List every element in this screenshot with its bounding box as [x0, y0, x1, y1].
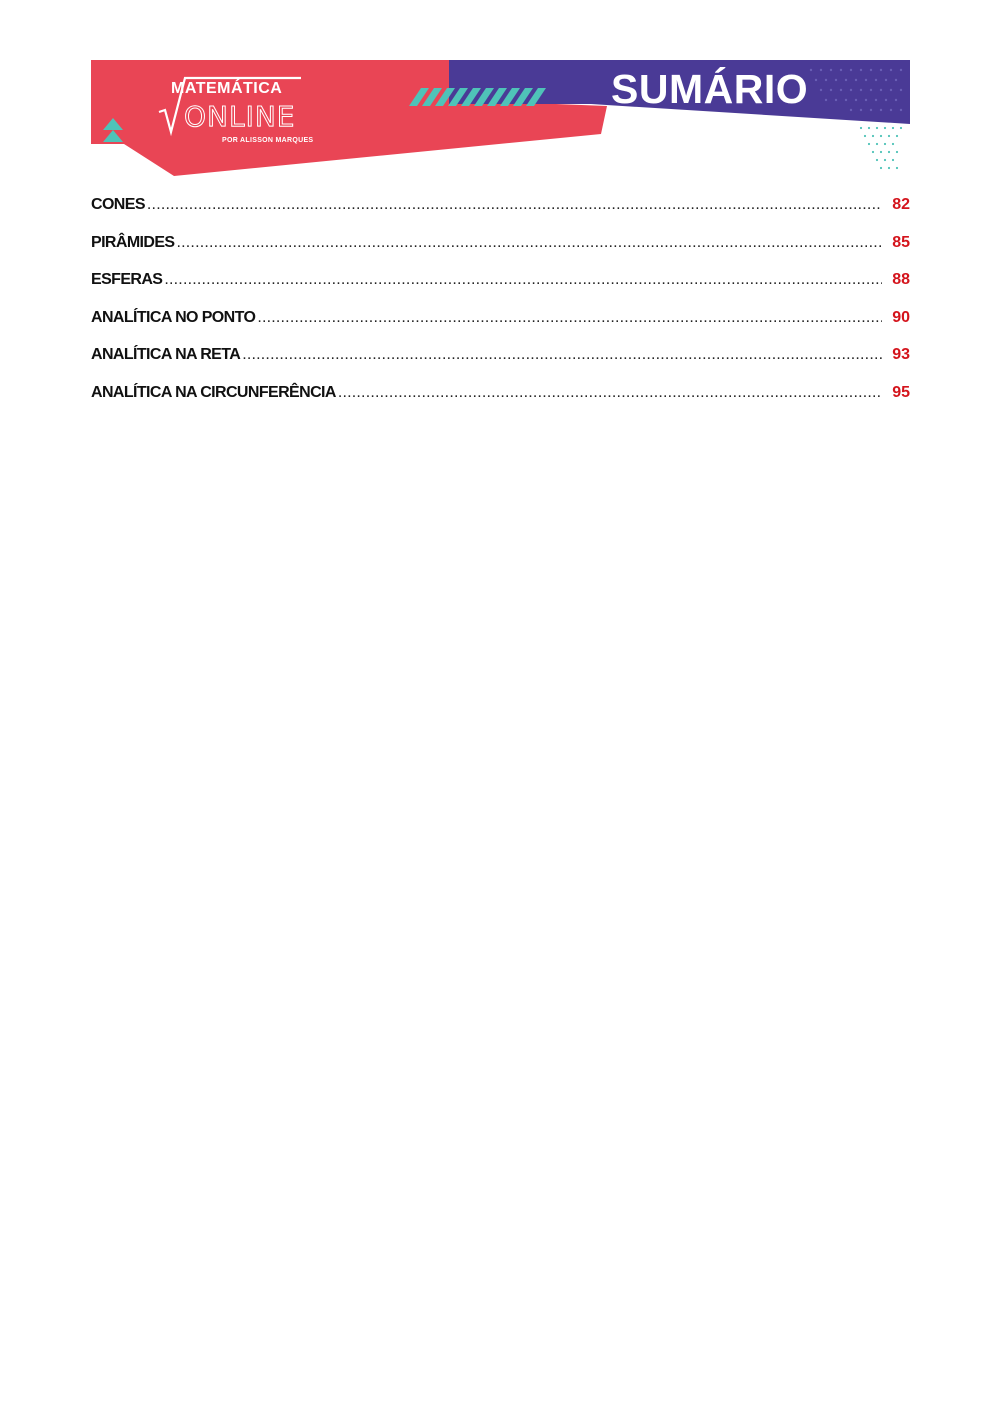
toc-entry-page: 93: [892, 346, 910, 364]
toc-entry[interactable]: [91, 384, 910, 422]
toc-entry-title: ANALÍTICA NA CIRCUNFERÊNCIA: [91, 383, 336, 401]
toc-entry[interactable]: [91, 271, 910, 309]
table-of-contents: [91, 196, 910, 422]
toc-leader-dots: [242, 346, 882, 364]
page-title: SUMÁRIO: [611, 66, 809, 112]
brand-top-text: MATEMÁTICA: [171, 80, 283, 97]
toc-entry-page: 95: [892, 383, 910, 401]
toc-leader-dots: [257, 309, 882, 327]
toc-entry-page: 90: [892, 308, 910, 326]
brand-sub-text: POR ALISSON MARQUES: [222, 137, 314, 144]
toc-entry-page: 85: [892, 233, 910, 251]
toc-leader-dots: [147, 196, 882, 214]
toc-entry[interactable]: [91, 346, 910, 384]
toc-entry-page: 88: [892, 271, 910, 289]
toc-entry-page: 82: [892, 196, 910, 213]
toc-entry-title: ANALÍTICA NO PONTO: [91, 308, 256, 326]
toc-entry-title: ESFERAS: [91, 271, 163, 289]
brand-main-text: ONLINE: [184, 100, 296, 133]
toc-entry[interactable]: [91, 196, 910, 234]
toc-leader-dots: [177, 234, 883, 252]
toc-leader-dots: [164, 271, 882, 289]
header-banner: [91, 60, 910, 180]
toc-entry-title: ANALÍTICA NA RETA: [91, 346, 241, 364]
toc-entry-title: CONES: [91, 196, 145, 213]
toc-entry[interactable]: [91, 309, 910, 347]
toc-entry-title: PIRÂMIDES: [91, 233, 175, 251]
teal-dots-decoration: [860, 127, 902, 169]
toc-entry[interactable]: [91, 234, 910, 272]
toc-leader-dots: [338, 384, 882, 402]
